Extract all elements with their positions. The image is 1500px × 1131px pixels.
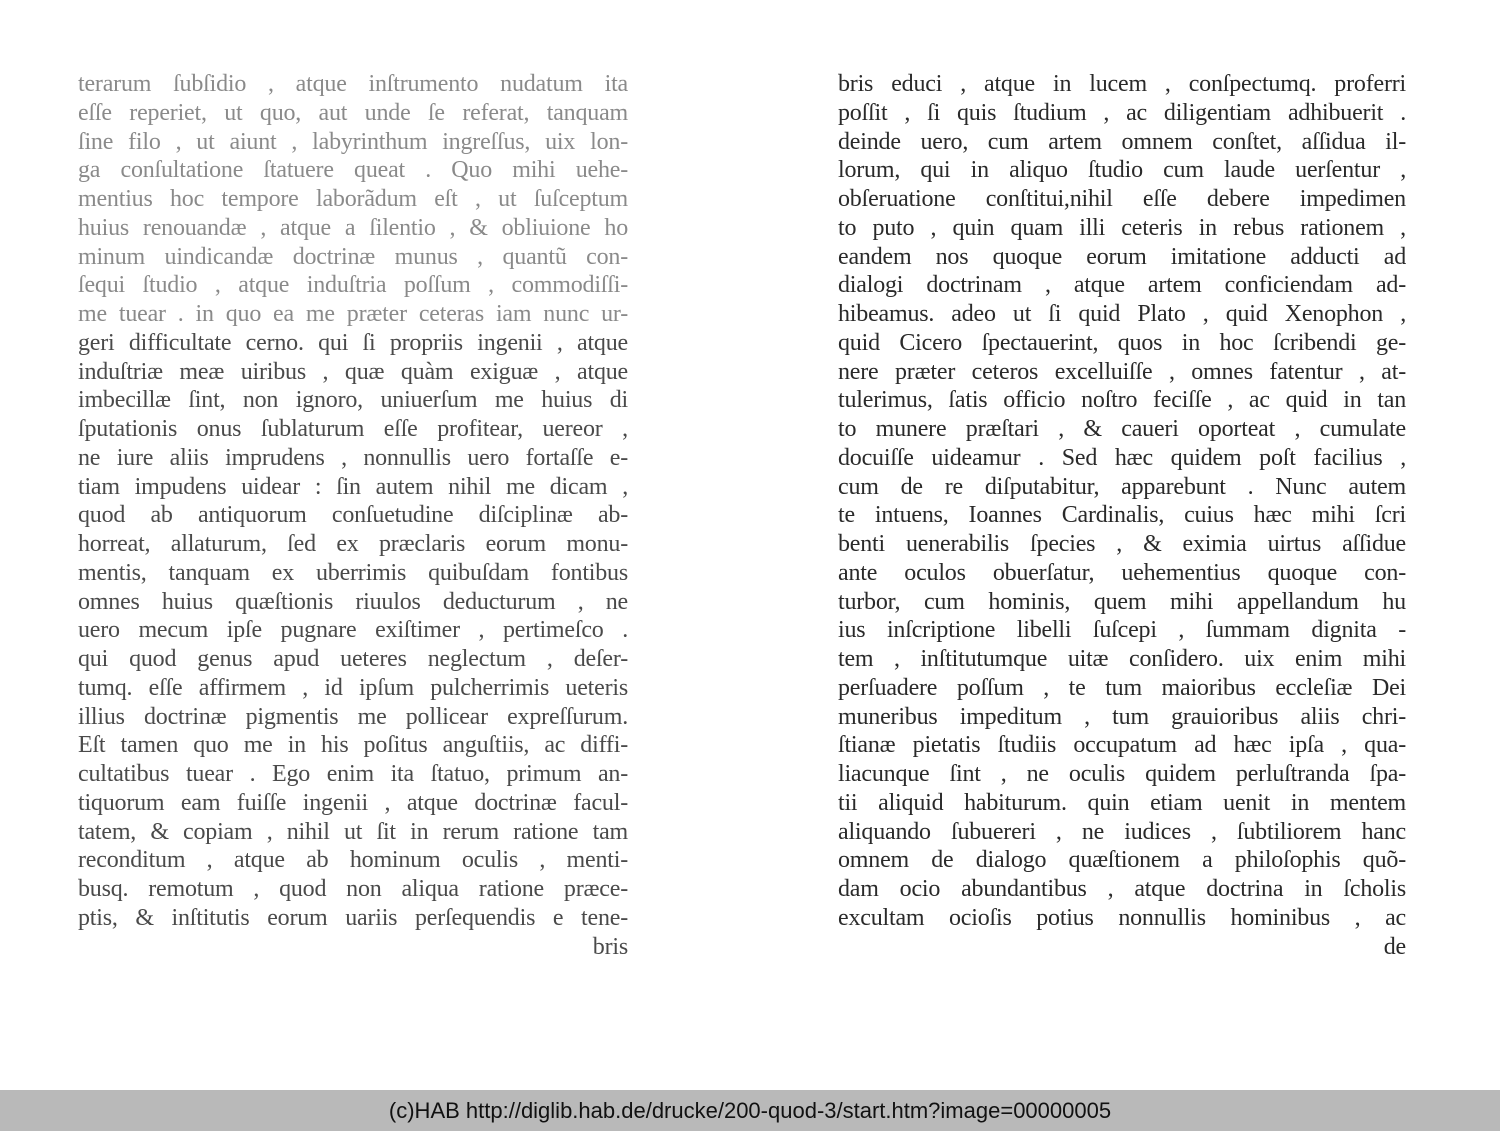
text-line: mentis, tanquam ex uberrimis quibuſdam fontibus (78, 559, 628, 586)
text-line: te intuens, Ioannes Cardinalis, cuius hæc mihi ſcri (838, 502, 1406, 529)
text-line: benti uenerabilis ſpecies , & eximia uirtus aſſidue (838, 531, 1406, 557)
catchword: bris (592, 933, 628, 960)
text-line: cum de re diſputabitur, apparebunt . Nunc autem (838, 473, 1406, 500)
text-line: busq. remotum , quod non aliqua ratione præce- (78, 876, 628, 902)
text-line: ptis, & inſtitutis eorum uariis perſequendis e tene- (78, 904, 628, 931)
text-line: ne iure aliis imprudens , nonnullis uero fortaſſe e- (78, 444, 628, 471)
text-line: reconditum , atque ab hominum oculis , menti- (78, 847, 628, 874)
text-line: omnes huius quæſtionis riuulos deducturum , ne (78, 588, 628, 615)
text-line: hibeamus. adeo ut ſi quid Plato , quid Xenophon , (838, 301, 1406, 327)
text-line: tiquorum eam fuiſſe ingenii , atque doctrinæ facul- (78, 789, 628, 816)
text-line: turbor, cum hominis, quem mihi appellandum hu (838, 588, 1406, 615)
text-line: me tuear . in quo ea me præter ceteras iam nunc ur- (78, 301, 628, 327)
text-line: tem , inſtitutumque uitæ conſidero. uix enim mihi (838, 646, 1406, 672)
text-line: horreat, allaturum, ſed ex præclaris eorum monu- (78, 531, 628, 557)
text-line: to munere præſtari , & caueri oporteat , cumulate (838, 416, 1406, 442)
text-line: liacunque ſint , ne oculis quidem perluſtranda ſpa- (838, 761, 1406, 787)
text-line: cultatibus tuear . Ego enim ita ſtatuo, primum an- (78, 761, 628, 787)
text-line: qui quod genus apud ueteres neglectum , deſer- (78, 646, 628, 672)
text-line: eſſe reperiet, ut quo, aut unde ſe referat, tanquam (78, 99, 628, 126)
text-line: eandem nos quoque eorum imitatione adducti ad (838, 243, 1406, 270)
text-line: minum uindicandæ doctrinæ munus , quantũ con- (78, 243, 628, 270)
text-line: Eſt tamen quo me in his poſitus anguſtiis, ac diffi- (78, 732, 628, 759)
text-line: docuiſſe uideamur . Sed hæc quidem poſt facilius , (838, 444, 1406, 471)
text-line: tumq. eſſe affirmem , id ipſum pulcherrimis ueteris (78, 674, 628, 701)
text-line: deinde uero, cum artem omnem conſtet, aſſidua il- (838, 128, 1406, 155)
text-line: uero mecum ipſe pugnare exiſtimer , pertimeſco . (78, 617, 628, 644)
text-line: mentius hoc tempore laborãdum eſt , ut ſuſceptum (78, 186, 628, 212)
text-line: tiam impudens uidear : ſin autem nihil me dicam , (78, 473, 628, 500)
text-line: omnem de dialogo quæſtionem a philoſophis quõ- (838, 847, 1406, 874)
text-line: ante oculos obuerſatur, uehementius quoque con- (838, 559, 1406, 586)
text-line: ſtianæ pietatis ſtudiis occupatum ad hæc ipſa , qua- (838, 732, 1406, 759)
text-line: illius doctrinæ pigmentis me pollicear expreſſurum. (78, 703, 628, 730)
text-line: lorum, qui in aliquo ſtudio cum laude uerſentur , (838, 157, 1406, 184)
text-line: ſine filo , ut aiunt , labyrinthum ingreſſus, uix lon- (78, 128, 628, 155)
text-line: obſeruatione conſtitui,nihil eſſe debere impedimen (838, 186, 1406, 212)
catchword: de (1383, 933, 1406, 960)
text-line: ga conſultatione ſtatuere queat . Quo mihi uehe- (78, 157, 628, 184)
text-line: nere præter ceteros excelluiſſe , omnes fatentur , at- (838, 358, 1406, 385)
text-line: induſtriæ meæ uiribus , quæ quàm exiguæ , atque (78, 358, 628, 385)
copyright-url-text: (c)HAB http://diglib.hab.de/drucke/200-quod-3/start.htm?image=00000005 (388, 1097, 1112, 1123)
text-line: tii aliquid habiturum. quin etiam uenit in mentem (838, 789, 1406, 816)
text-line: aliquando ſubuereri , ne iudices , ſubtiliorem hanc (838, 818, 1406, 845)
text-line: perſuadere poſſum , te tum maioribus eccleſiæ Dei (838, 674, 1406, 701)
text-line: ſequi ſtudio , atque induſtria poſſum , commodiſſi- (78, 272, 628, 299)
text-line: quod ab antiquorum conſuetudine diſciplinæ ab- (78, 502, 628, 529)
text-line: quid Cicero ſpectauerint, quos in hoc ſcribendi ge- (838, 329, 1406, 356)
right-page (838, 70, 1406, 961)
text-line: huius renouandæ , atque a ſilentio , & obliuione ho (78, 214, 628, 241)
text-line: bris educi , atque in lucem , conſpectumq. proferri (838, 71, 1406, 97)
text-line: poſſit , ſi quis ſtudium , ac diligentiam adhibuerit . (838, 99, 1406, 126)
text-line: terarum ſubſidio , atque inſtrumento nudatum ita (78, 71, 628, 97)
left-page (78, 70, 628, 961)
text-line: tatem, & copiam , nihil ut ſit in rerum ratione tam (78, 818, 628, 845)
copyright-footer-bar (0, 1090, 1500, 1131)
text-line: ius inſcriptione libelli ſuſcepi , ſummam dignita - (838, 617, 1406, 644)
text-line: tulerimus, ſatis officio noſtro feciſſe , ac quid in tan (838, 387, 1406, 414)
text-line: imbecillæ ſint, non ignoro, uniuerſum me huius di (78, 387, 628, 414)
text-line: dialogi doctrinam , atque artem conficiendam ad- (838, 272, 1406, 299)
text-line: geri difficultate cerno. qui ſi propriis ingenii , atque (78, 329, 628, 356)
text-line: to puto , quin quam illi ceteris in rebus rationem , (838, 214, 1406, 241)
text-line: excultam ocioſis potius nonnullis hominibus , ac (838, 904, 1406, 931)
text-line: muneribus impeditum , tum grauioribus aliis chri- (838, 703, 1406, 730)
text-line: ſputationis onus ſublaturum eſſe profitear, uereor , (78, 416, 628, 442)
text-line: dam ocio abundantibus , atque doctrina in ſcholis (838, 876, 1406, 902)
